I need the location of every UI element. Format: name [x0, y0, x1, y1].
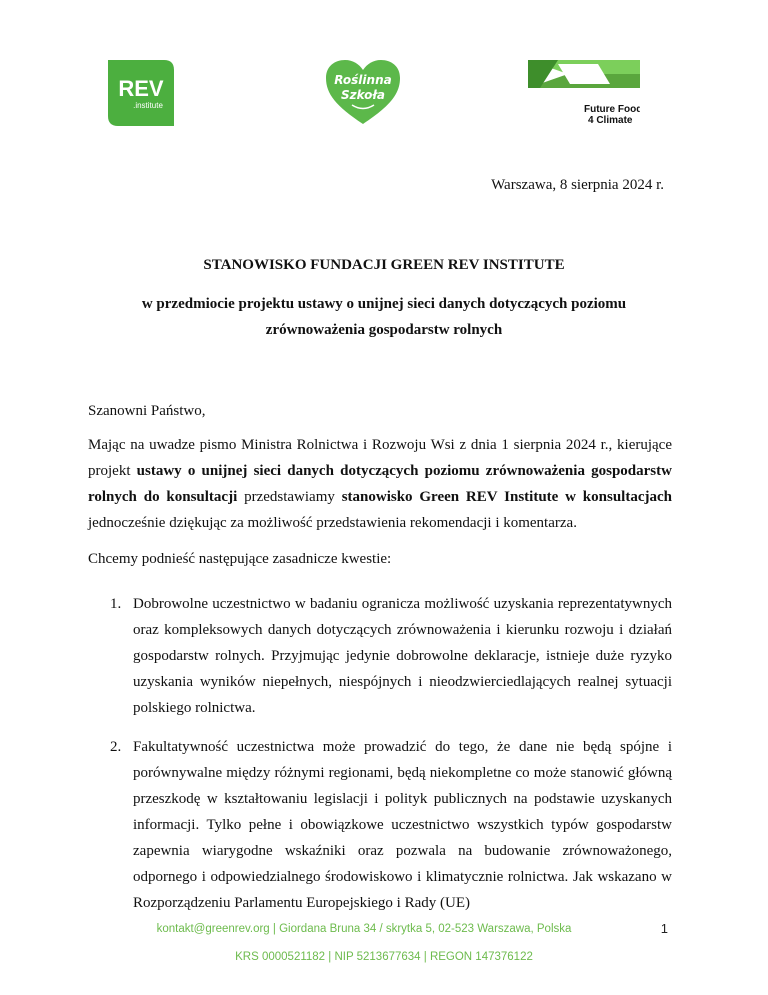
ff-logo-line1: Future Food: [584, 104, 640, 115]
list-item-text: Dobrowolne uczestnictwo w badaniu ogranicza możliwość uzyskania reprezentatywnych oraz kompleksowych danych dotyczących zrównoważenia i kierunku rozwoju i działań gospodarstw rolnych. Przyjmując jedynie dobrowolne deklaracje, istnieje duże ryzyko uzyskania wyników niepełnych, niespójnych i nieodzwierciedlających realnej sytuacji polskiego rolnictwa.: [133, 596, 672, 716]
subtitle-line-1: w przedmiocie projektu ustawy o unijnej sieci danych dotyczących poziomu: [141, 296, 627, 312]
intro-text-2: przedstawiamy: [237, 489, 342, 505]
intro-bold-1: ustawy o unijnej sieci danych dotyczących poziomu zrównoważenia gospodarstw rolnych do konsultacji: [88, 463, 672, 505]
document-date: Warszawa, 8 sierpnia 2024 r.: [491, 177, 664, 193]
rev-logo-subtext: .institute: [133, 101, 163, 110]
subtitle-line-2: zrównoważenia gospodarstw rolnych: [265, 322, 503, 338]
document-title: STANOWISKO FUNDACJI GREEN REV INSTITUTE: [203, 257, 565, 273]
roslinna-szkola-logo: [326, 60, 400, 126]
page-number: 1: [660, 921, 668, 936]
intro-text-1: Mając na uwadze pismo Ministra Rolnictwa i Rozwoju Wsi z dnia 1 sierpnia 2024 r., kierujące projekt: [88, 437, 672, 479]
list-item-text: Fakultatywność uczestnictwa może prowadzić do tego, że dane nie będą spójne i porównywalne między różnymi regionami, będą niekompletne co może stanowić główną przeszkodę w kształtowaniu legislacji i polityk publicznych na podstawie uzyskanych informacji. Tylko pełne i obowiązkowe uczestnictwo wszystkich typów gospodarstw zapewnia wiarygodne wskaźniki oraz pozwala na budowanie zrównoważonego, odpornego i odpowiedzialnego środowiskowo i klimatycznie rolnictwa. Jak wskazano w Rozporządzeniu Parlamentu Europejskiego i Rady (UE): [133, 739, 672, 911]
ff-logo-line2: 4 Climate: [588, 115, 633, 126]
document-subtitle: [120, 291, 648, 343]
footer-contact: kontakt@greenrev.org | Giordana Bruna 34 / skrytka 5, 02-523 Warszawa, Polska: [156, 923, 572, 935]
intro-text-3: jednocześnie dziękując za możliwość przedstawienia rekomendacji i komentarza.: [88, 515, 577, 531]
list-item-number: 2.: [110, 739, 122, 755]
future-food-4-climate-logo: [528, 60, 640, 130]
green-rev-institute-logo: [108, 60, 174, 126]
heart-logo-line1: Roślinna: [334, 73, 392, 87]
lead-sentence: Chcemy podnieść następujące zasadnicze kwestie:: [88, 551, 392, 567]
list-item-number: 1.: [110, 596, 122, 612]
heart-logo-line2: Szkoła: [340, 88, 386, 102]
footer-registry: KRS 0000521182 | NIP 5213677634 | REGON 147376122: [235, 951, 533, 963]
greeting: Szanowni Państwo,: [88, 403, 206, 419]
intro-bold-2: stanowisko Green REV Institute w konsultacjach: [341, 489, 672, 505]
rev-logo-text: REV: [118, 76, 164, 101]
intro-paragraph: [88, 432, 672, 536]
